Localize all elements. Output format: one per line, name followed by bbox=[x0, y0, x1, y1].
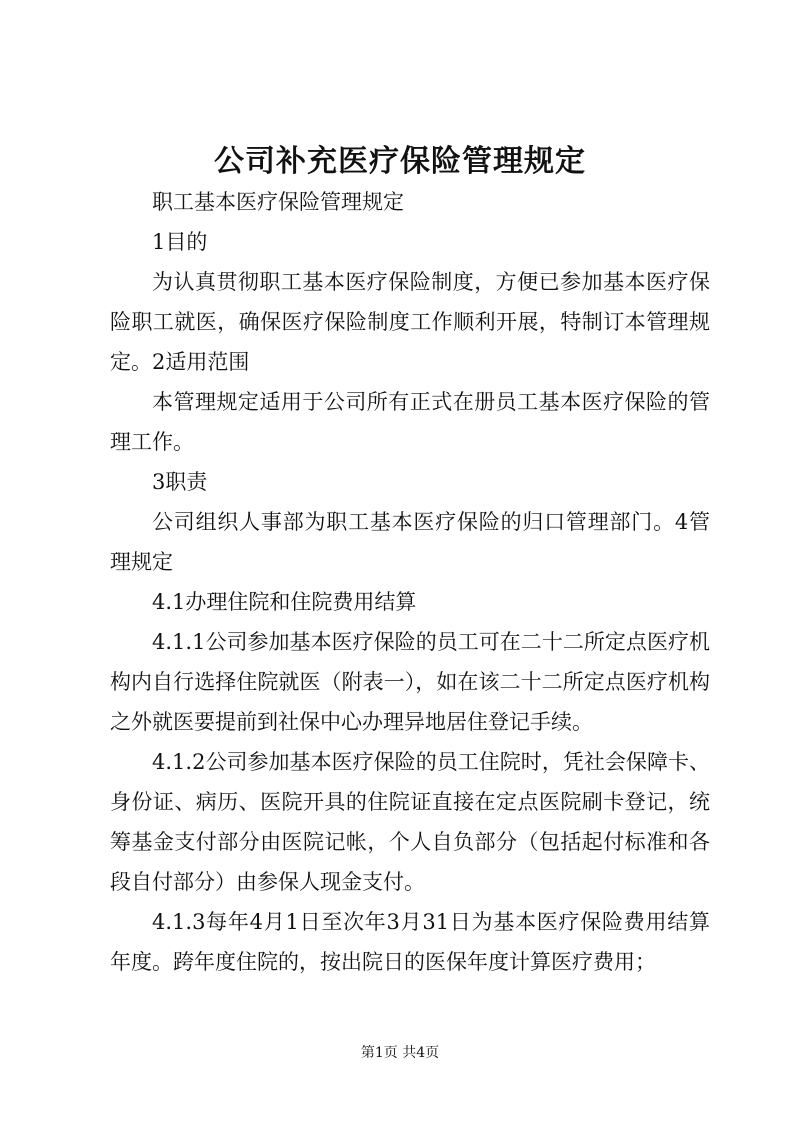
paragraph-4-1-3: 4.1.3每年4月1日至次年3月31日为基本医疗保险费用结算年度。跨年度住院的，按出院日的医保年度计算医疗费用； bbox=[110, 910, 710, 974]
section-purpose-heading: 1目的 bbox=[152, 230, 208, 254]
section-duties-heading: 3职责 bbox=[152, 470, 208, 494]
paragraph-purpose: 为认真贯彻职工基本医疗保险制度，方便已参加基本医疗保险职工就医，确保医疗保险制度工作顺利开展，特制订本管理规定。2适用范围 bbox=[110, 270, 710, 374]
paragraph-4-1-2: 4.1.2公司参加基本医疗保险的员工住院时，凭社会保障卡、身份证、病历、医院开具的住院证直接在定点医院刷卡登记，统筹基金支付部分由医院记帐，个人自负部分（包括起付标准和各段自付部分）由参保人现金支付。 bbox=[110, 750, 710, 894]
paragraph-scope: 本管理规定适用于公司所有正式在册员工基本医疗保险的管理工作。 bbox=[110, 390, 710, 454]
paragraph-heading: 职工基本医疗保险管理规定 bbox=[152, 190, 404, 214]
document-title: 公司补充医疗保险管理规定 bbox=[214, 144, 586, 179]
document-body bbox=[110, 182, 710, 982]
paragraph-4-1-1: 4.1.1公司参加基本医疗保险的员工可在二十二所定点医疗机构内自行选择住院就医（附表一），如在该二十二所定点医疗机构之外就医要提前到社保中心办理异地居住登记手续。 bbox=[110, 630, 710, 734]
paragraph-duties: 公司组织人事部为职工基本医疗保险的归口管理部门。4管理规定 bbox=[110, 510, 710, 574]
section-4-1-heading: 4.1办理住院和住院费用结算 bbox=[152, 590, 417, 614]
page-footer: 第1页 共4页 bbox=[360, 1045, 440, 1061]
